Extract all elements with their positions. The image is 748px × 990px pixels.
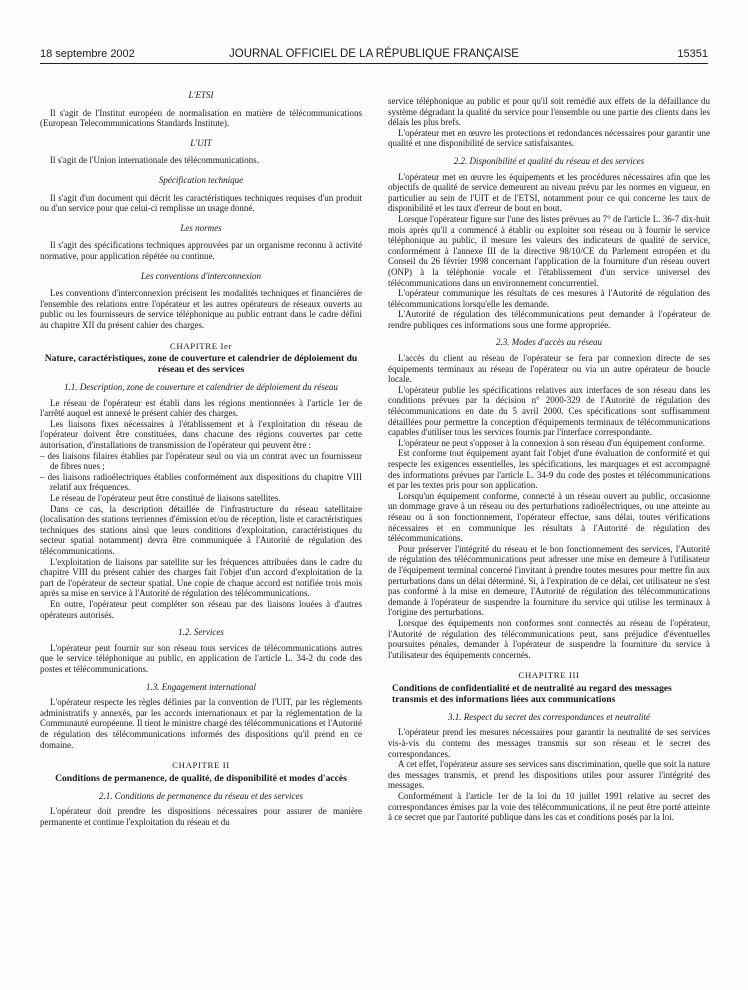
paragraph: L'opérateur ne peut s'opposer à la connexion à son réseau d'un équipement conforme. — [398, 437, 706, 448]
definition-title-etsi: L'ETSI — [188, 90, 214, 100]
chapter-1-title: Nature, caractéristiques, zone de couverture et calendrier de déploiement du réseau et des services — [44, 353, 358, 376]
definition-text-normes: Il s'agit des spécifications techniques approuvées par un organisme reconnu à activité normative, pour application répétée ou continue. — [40, 240, 362, 261]
section-1-1-title: 1.1. Description, zone de couverture et calendrier de déploiement du réseau — [64, 382, 338, 393]
dash-list — [40, 451, 362, 493]
paragraph: L'opérateur peut fournir sur son réseau tous services de télécommunications autres que le service téléphonique au public, en application de l'article L. 34-2 du code des postes et télécommunications. — [40, 642, 362, 674]
definition-text-conventions: Les conventions d'interconnexion précisent les modalités techniques et financières de l'ensemble des relations entre l'opérateur et les autres opérateurs de réseaux ouverts au public ou les fournisseurs de service téléphonique au public entrant dans le cadre défini au chapitre XII du présent cahier des charges. — [40, 288, 362, 330]
paragraph: L'opérateur publie les spécifications relatives aux interfaces de son réseau dans les conditions prévues par la décision n° 2000-329 de l'Autorité de régulation des télécommunications en date du 5 avril 2000. Ces spécifications sont suffisamment détaillées pour permettre la conception d'équipements terminaux de télécommunications capables d'utiliser tous les services fournis par l'interface correspondante. — [388, 384, 710, 438]
section-2-1-title: 2.1. Conditions de permanence du réseau et des services — [99, 790, 303, 801]
paragraph: A cet effet, l'opérateur assure ses services sans discrimination, quelle que soit la nature des messages transmis, et prend les dispositions utiles pour assurer l'intégrité des messages. — [388, 759, 710, 791]
list-item: – des liaisons radioélectriques établies conformément aux dispositions du chapitre VIII relatif aux fréquences. — [40, 472, 362, 493]
paragraph: Le réseau de l'opérateur est établi dans les régions mentionnées à l'article 1er de l'arrêté auquel est annexé le présent cahier des charges. — [40, 397, 362, 419]
section-1-3-title: 1.3. Engagement international — [146, 681, 256, 692]
paragraph: Lorsque l'opérateur figure sur l'une des listes prévues au 7° de l'article L. 36-7 dix-huit mois après qu'il a commencé à établir ou exploiter son réseau ou à fournir le service téléphonique au public, il mesure les valeurs des indicateurs de qualité de service, conformément à l'annexe III de la directive 98/10/CE du Parlement européen et du Conseil du 26 février 1998 concernant l'application de la fourniture d'un réseau ouvert (ONP) à la téléphonie vocale et l'établissement d'un service universel des télécommunications dans un environnement concurrentiel. — [388, 213, 710, 288]
chapter-2-title: Conditions de permanence, de qualité, de disponibilité et modes d'accès — [55, 772, 347, 784]
paragraph: Les liaisons fixes nécessaires à l'établissement et à l'exploitation du réseau de l'opérateur doivent être constituées, dans chacune des régions couvertes par cette autorisation, d'installations de transmission de l'opérateur qui peuvent être : — [40, 418, 362, 451]
definition-title-uit: L'UIT — [190, 137, 212, 148]
paragraph: Pour préserver l'intégrité du réseau et le bon fonctionnement des services, l'Autorité de régulation des télécommunications peut adresser une mise en demeure à l'utilisateur de l'équipement terminal concerné l'invitant à prendre toutes mesures pour mettre fin aux perturbations dans un délai déterminé. Si, à l'expiration de ce délai, cet utilisateur ne s'est pas conformé à la mise en demeure, l'Autorité de régulation des télécommunications demande à l'opérateur de suspendre la fourniture du service qui utilise les terminaux à l'origine des perturbations. — [388, 543, 710, 618]
paragraph: L'opérateur prend les mesures nécessaires pour garantir la neutralité de ses services vis-à-vis du contenu des messages transmis sur son réseau et le secret des correspondances. — [388, 727, 710, 759]
right-column — [388, 96, 710, 823]
header-date: 18 septembre 2002 — [40, 48, 135, 60]
paragraph: L'opérateur communique les résultats de ces mesures à l'Autorité de régulation des télécommunications lorsqu'elle les demande. — [388, 288, 710, 309]
chapter-2-label: CHAPITRE II — [172, 760, 230, 771]
paragraph: L'opérateur respecte les règles définies par la convention de l'UIT, par les règlements administratifs y annexés, par les accords internationaux et par la réglementation de la Communauté européenne. Il tient le ministre chargé des télécommunications et l'Autorité de régulation des télécommunications informés des dispositions qu'il prend en ce domaine. — [40, 697, 362, 750]
paragraph: Est conforme tout équipement ayant fait l'objet d'une évaluation de conformité et qui respecte les exigences essentielles, les spécifications, les marquages et est accompagné des informations prévues par l'article L. 34-9 du code des postes et télécommunications et par les textes pris pour son application. — [388, 448, 710, 491]
paragraph: L'opérateur doit prendre les dispositions nécessaires pour assurer de manière permanente et continue l'exploitation du réseau et du — [40, 806, 362, 827]
section-3-1-title: 3.1. Respect du secret des correspondances et neutralité — [447, 711, 651, 722]
paragraph: En outre, l'opérateur peut compléter son réseau par des liaisons louées à d'autres opérateurs autorisés. — [40, 598, 362, 620]
definition-text-etsi: Il s'agit de l'Institut européen de normalisation en matière de télécommunications (European Telecommunications Standards Institute). — [40, 107, 362, 129]
definition-title-conventions: Les conventions d'interconnexion — [140, 270, 262, 281]
definition-text-uit: Il s'agit de l'Union internationale des télécommunications. — [50, 155, 259, 166]
list-item: – des liaisons filaires établies par l'opérateur seul ou via un contrat avec un fournisseur de fibres nues ; — [40, 451, 362, 472]
header-page-number: 15351 — [677, 48, 708, 60]
definition-title-normes: Les normes — [180, 222, 222, 233]
section-1-2-title: 1.2. Services — [178, 627, 224, 638]
chapter-3-title: Conditions de confidentialité et de neutralité au regard des messages transmis et des informations liées aux communications — [392, 682, 672, 705]
paragraph: Lorsque des équipements non conformes sont connectés au réseau de l'opérateur, l'Autorité de régulation des télécommunications peut, sans préjudice d'éventuelles poursuites pénales, demander à l'opérateur de suspendre la fourniture du service à l'utilisateur des équipements concernés. — [388, 617, 710, 660]
chapter-1-label: CHAPITRE Ier — [169, 340, 233, 351]
section-2-2-title: 2.2. Disponibilité et qualité du réseau et des services — [453, 155, 645, 166]
paragraph: L'exploitation de liaisons par satellite sur les fréquences attribuées dans le cadre du chapitre VIII du présent cahier des charges fait l'objet d'un accord d'exploitation de la part de l'opérateur de secteur spatial. Une copie de chaque accord est notifiée trois mois après sa mise en service à l'Autorité de régulation des télécommunications. — [40, 556, 362, 599]
paragraph: Dans ce cas, la description détaillée de l'infrastructure du réseau satellitaire (localisation des stations terriennes d'émission et/ou de réception, liste et caractéristiques techniques des stations ainsi que leurs conditions d'exploitation, caractéristiques du secteur spatial notamment) devra être communiquée à l'Autorité de régulation des télécommunications. — [40, 503, 362, 556]
paragraph: Le réseau de l'opérateur peut être constitué de liaisons satellites. — [50, 493, 281, 504]
left-column — [40, 90, 362, 827]
paragraph: Lorsqu'un équipement conforme, connecté à un réseau ouvert au public, occasionne un dommage grave à un réseau ou des perturbations radioélectriques, ou une atteinte au réseau ou à son fonctionnement, l'opérateur effectue, sans délai, toutes vérifications nécessaires et en communique les résultats à l'Autorité de régulation des télécommunications. — [388, 490, 710, 544]
section-2-3-title: 2.3. Modes d'accès au réseau — [496, 337, 602, 348]
paragraph: L'Autorité de régulation des télécommunications peut demander à l'opérateur de rendre publiques ces informations sous une forme appropriée. — [388, 309, 710, 330]
chapter-3-label: CHAPITRE III — [518, 670, 580, 681]
page-header — [40, 45, 708, 64]
paragraph: L'accès du client au réseau de l'opérateur se fera par connexion directe de ses équipements terminaux au réseau de l'opérateur ou via un autre opérateur de boucle locale. — [388, 353, 710, 385]
header-journal-title: JOURNAL OFFICIEL DE LA RÉPUBLIQUE FRANÇAISE — [229, 48, 519, 60]
definition-text-spec: Il s'agit d'un document qui décrit les caractéristiques techniques requises d'un produit ou d'un service pour que celui-ci remplisse un usage donné. — [40, 192, 362, 214]
paragraph-continued: service téléphonique au public et pour qu'il soit remédié aux effets de la défaillance du système dégradant la qualité du service pour l'ensemble ou une partie des clients dans les délais les plus brefs. — [388, 96, 710, 128]
paragraph: L'opérateur met en œuvre les protections et redondances nécessaires pour garantir une qualité et une disponibilité de service satisfaisantes. — [388, 127, 710, 149]
definition-title-spec: Spécification technique — [158, 174, 244, 185]
paragraph: L'opérateur met en œuvre les équipements et les procédures nécessaires afin que les objectifs de qualité de service demeurent au niveau prévu par les normes en vigueur, en particulier au sein de l'UIT et de l'ETSI, notamment pour ce qui concerne les taux de disponibilité et les taux d'erreur de bout en bout. — [388, 171, 710, 214]
paragraph: Conformément à l'article 1er de la loi du 10 juillet 1991 relative au secret des correspondances émises par la voie des télécommunications, il ne peut être porté atteinte à ce secret que par l'autorité publique dans les cas et conditions posés par la loi. — [388, 791, 710, 823]
